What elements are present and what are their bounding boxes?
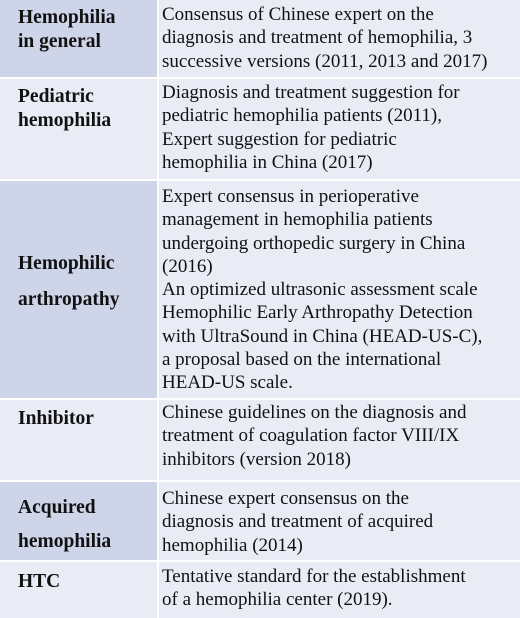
description-cell — [158, 561, 520, 618]
row-divider — [0, 480, 520, 482]
category-cell — [0, 561, 158, 618]
table-row — [0, 481, 520, 561]
table-row — [0, 561, 520, 618]
table-row — [0, 180, 520, 399]
row-divider — [0, 560, 520, 562]
category-label: hemophilia — [18, 531, 112, 552]
description-text: hemophilia (2014) — [162, 534, 303, 556]
description-text: Expert consensus in perioperative — [162, 186, 419, 207]
description-text: undergoing orthopedic surgery in China — [162, 232, 466, 254]
row-divider — [0, 77, 520, 79]
table-row — [0, 78, 520, 180]
description-text: diagnosis and treatment of hemophilia, 3 — [162, 27, 473, 49]
description-cell — [158, 399, 520, 481]
description-text: Expert suggestion for pediatric — [162, 128, 397, 150]
category-label: HTC — [18, 571, 61, 592]
description-text: Chinese guidelines on the diagnosis and — [162, 402, 467, 423]
description-text: Chinese expert consensus on the — [162, 488, 409, 509]
category-label: Pediatric — [18, 86, 94, 107]
category-label: in general — [18, 30, 101, 52]
description-text: hemophilia in China (2017) — [162, 151, 373, 173]
description-text: diagnosis and treatment of acquired — [162, 511, 434, 533]
category-cell — [0, 0, 158, 78]
row-divider — [0, 398, 520, 400]
description-text: Tentative standard for the establishment — [162, 566, 466, 587]
description-text: management in hemophilia patients — [162, 209, 433, 231]
category-cell — [0, 78, 158, 180]
description-cell — [158, 0, 520, 78]
category-label: Hemophilic — [18, 252, 115, 274]
description-text: Consensus of Chinese expert on the — [162, 4, 434, 25]
category-label: Acquired — [18, 497, 96, 518]
description-cell — [158, 481, 520, 561]
description-text: a proposal based on the international — [162, 349, 442, 371]
row-divider — [0, 179, 520, 181]
description-text: Diagnosis and treatment suggestion for — [162, 82, 460, 103]
table-row — [0, 0, 520, 78]
description-text: pediatric hemophilia patients (2011), — [162, 105, 442, 127]
category-label: hemophilia — [18, 109, 112, 131]
description-cell — [158, 180, 520, 399]
category-label: Inhibitor — [18, 408, 94, 429]
category-label: Hemophilia — [18, 7, 116, 28]
description-text: inhibitors (version 2018) — [162, 448, 351, 470]
column-divider — [157, 0, 159, 618]
category-cell — [0, 180, 158, 399]
description-cell — [158, 78, 520, 180]
category-cell — [0, 481, 158, 561]
category-cell — [0, 399, 158, 481]
description-text: Hemophilic Early Arthropathy Detection — [162, 302, 473, 324]
table-row — [0, 399, 520, 481]
category-label: arthropathy — [18, 288, 120, 310]
description-text: of a hemophilia center (2019). — [162, 589, 393, 611]
description-text: with UltraSound in China (HEAD-US-C), — [162, 325, 483, 347]
description-text: treatment of coagulation factor VIII/IX — [162, 425, 460, 447]
description-text: (2016) — [162, 255, 213, 277]
description-text: HEAD-US scale. — [162, 372, 293, 394]
description-text: An optimized ultrasonic assessment scale — [162, 279, 478, 301]
description-text: successive versions (2011, 2013 and 2017) — [162, 50, 488, 72]
